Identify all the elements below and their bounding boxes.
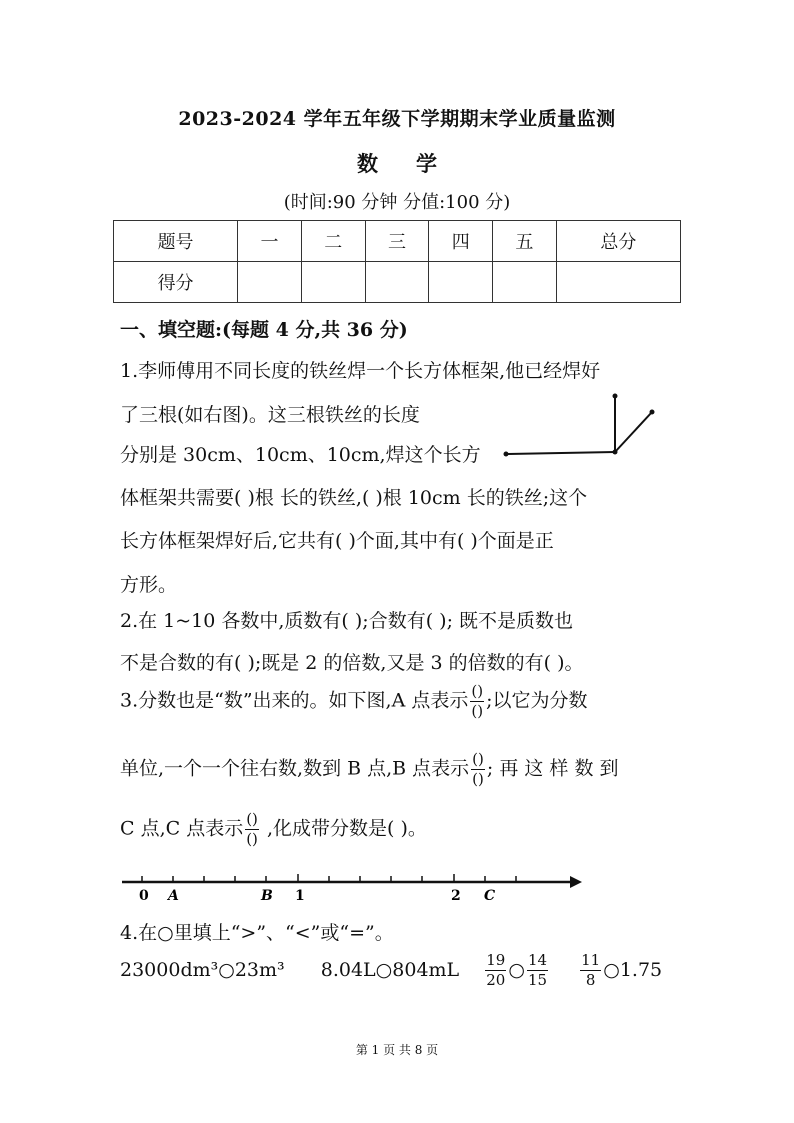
- exam-title: 2023-2024 学年五年级下学期期末学业质量监测: [178, 108, 616, 130]
- score-input-cell[interactable]: [365, 262, 429, 303]
- point-label-a: A: [168, 888, 179, 904]
- q3-text-3a: C 点,C 点表示: [120, 817, 244, 840]
- q4-item-3: $\frac{19}{20}$ ○ $\frac{14}{15}$: [486, 951, 548, 989]
- q1-line-1: 1.李师傅用不同长度的铁丝焊一个长方体框架,他已经焊好: [120, 360, 601, 382]
- subject-title: 数学: [357, 151, 475, 176]
- q4-item-4: $\frac{11}{8}$ ○1.75: [581, 951, 663, 989]
- q1-line-4: 体框架共需要( )根 长的铁丝,( )根 10cm 长的铁丝;这个: [120, 487, 588, 509]
- table-cell: 四: [429, 221, 493, 262]
- compare-circle-1[interactable]: ○: [218, 958, 235, 981]
- q3-text-2b: ; 再 这 样 数 到: [486, 757, 619, 780]
- q1-line-6: 方形。: [120, 574, 178, 596]
- q4-item-1: 23000dm³○23m³: [120, 958, 285, 981]
- q4-item-2: 8.04L○804mL: [320, 958, 460, 981]
- table-cell: 总分: [556, 221, 680, 262]
- point-label-b: B: [261, 888, 273, 904]
- blank-fraction[interactable]: $\frac{()}{()}$: [472, 750, 484, 788]
- q2-line-1: 2.在 1~10 各数中,质数有( );合数有( ); 既不是质数也: [120, 610, 574, 632]
- score-table: [113, 220, 681, 303]
- blank-fraction[interactable]: $\frac{()}{()}$: [246, 810, 258, 848]
- compare-circle-2[interactable]: ○: [375, 958, 393, 981]
- q1-line-3: 分别是 30cm、10cm、10cm,焊这个长方: [120, 444, 481, 466]
- exam-meta: (时间:90 分钟 分值:100 分): [283, 192, 511, 213]
- q1-line-2: 了三根(如右图)。这三根铁丝的长度: [120, 404, 420, 426]
- q3-line-1: [120, 684, 587, 719]
- table-cell: 五: [493, 221, 557, 262]
- q3-text-3b: ,化成带分数是( )。: [260, 817, 427, 840]
- table-row: [114, 221, 681, 262]
- table-cell: 一: [238, 221, 302, 262]
- q4-line-2: [120, 953, 662, 988]
- table-cell: 题号: [114, 221, 238, 262]
- q4-line-1: 4.在○里填上“>”、“<”或“=”。: [120, 922, 394, 944]
- q3-line-2: [120, 752, 619, 787]
- q3-text-1b: ;以它为分数: [486, 689, 588, 712]
- tick-label-0: 0: [139, 888, 149, 904]
- tick-label-2: 2: [451, 888, 461, 904]
- score-input-cell[interactable]: [556, 262, 680, 303]
- blank-fraction[interactable]: $\frac{()}{()}$: [471, 682, 484, 720]
- score-input-cell[interactable]: [301, 262, 365, 303]
- score-input-cell[interactable]: [493, 262, 557, 303]
- page-footer: 第 1 页 共 8 页: [355, 1043, 439, 1057]
- q3-line-3: [120, 812, 427, 847]
- section-heading: 一、填空题:(每题 4 分,共 36 分): [120, 319, 408, 341]
- table-cell: 二: [301, 221, 365, 262]
- number-line: [118, 868, 583, 908]
- score-input-cell[interactable]: [238, 262, 302, 303]
- table-cell: 三: [365, 221, 429, 262]
- wire-frame-figure: [500, 390, 665, 465]
- table-cell: 得分: [114, 262, 238, 303]
- table-row: [114, 262, 681, 303]
- compare-circle-4[interactable]: ○: [603, 958, 620, 981]
- q3-text-1a: 3.分数也是“数”出来的。如下图,A 点表示: [120, 689, 469, 712]
- point-label-c: C: [484, 888, 496, 904]
- score-input-cell[interactable]: [429, 262, 493, 303]
- compare-circle-3[interactable]: ○: [508, 958, 525, 981]
- q1-line-5: 长方体框架焊好后,它共有( )个面,其中有( )个面是正: [120, 530, 554, 552]
- q3-text-2a: 单位,一个一个往右数,数到 B 点,B 点表示: [120, 757, 470, 780]
- q2-line-2: 不是合数的有( );既是 2 的倍数,又是 3 的倍数的有( )。: [120, 652, 584, 674]
- tick-label-1: 1: [295, 888, 305, 904]
